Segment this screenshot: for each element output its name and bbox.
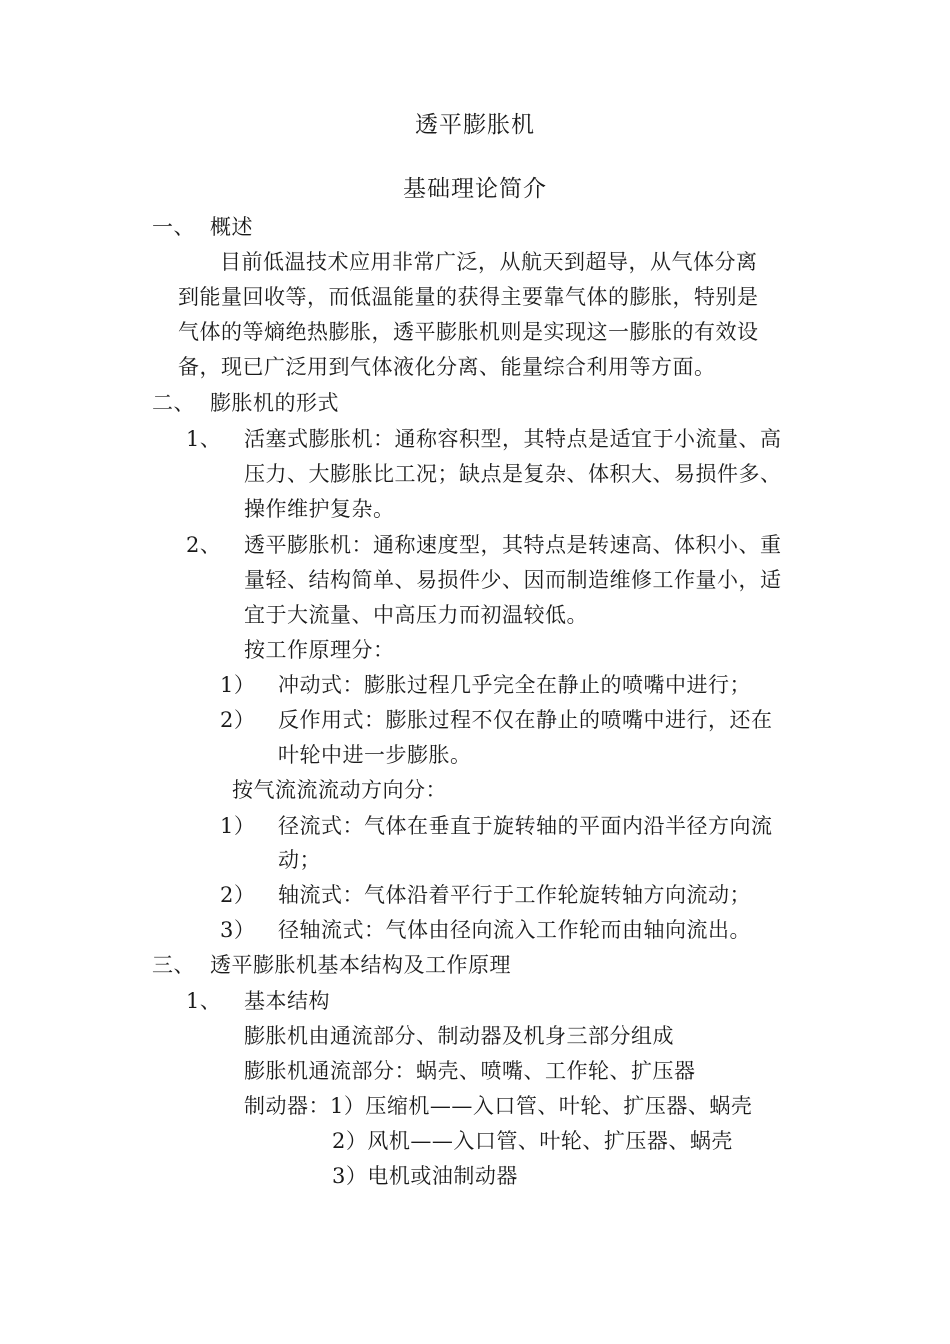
sublist-item-number: 2）	[220, 883, 256, 907]
sublist-item-line: 反作用式：膨胀过程不仅在静止的喷嘴中进行，还在	[278, 708, 773, 732]
list-item-line: 量轻、结构简单、易损件少、因而制造维修工作量小，适	[244, 568, 782, 592]
sublist-item-line: 冲动式：膨胀过程几乎完全在静止的喷嘴中进行；	[278, 673, 751, 697]
list-item-heading: 基本结构	[244, 989, 330, 1013]
sublist-item-number: 1）	[220, 814, 256, 838]
section-2-number: 二、	[152, 391, 195, 415]
doc-subtitle: 基础理论简介	[403, 176, 547, 202]
sublist-item-line: 径流式：气体在垂直于旋转轴的平面内沿半径方向流	[278, 814, 773, 838]
list-item-line: 2）风机——入口管、叶轮、扩压器、蜗壳	[332, 1129, 733, 1153]
section-1-number: 一、	[152, 215, 195, 239]
subheading-by-flow: 按气流流流动方向分：	[232, 778, 447, 802]
list-item-number: 2、	[186, 533, 222, 557]
sublist-item-number: 1）	[220, 673, 256, 697]
sublist-item-number: 3）	[220, 918, 256, 942]
section-1-paragraph-line: 到能量回收等，而低温能量的获得主要靠气体的膨胀，特别是	[178, 285, 759, 309]
subheading-by-principle: 按工作原理分：	[244, 638, 395, 662]
list-item-line: 3）电机或油制动器	[332, 1164, 518, 1188]
sublist-item-number: 2）	[220, 708, 256, 732]
list-item-line: 透平膨胀机：通称速度型，其特点是转速高、体积小、重	[244, 533, 782, 557]
section-1-heading: 概述	[210, 215, 253, 239]
list-item-line: 宜于大流量、中高压力而初温较低。	[244, 603, 588, 627]
section-3-number: 三、	[152, 953, 195, 977]
list-item-line: 制动器：1）压缩机——入口管、叶轮、扩压器、蜗壳	[244, 1094, 753, 1118]
section-1-paragraph-line: 目前低温技术应用非常广泛，从航天到超导，从气体分离	[220, 250, 758, 274]
list-item-line: 操作维护复杂。	[244, 497, 395, 521]
sublist-item-line: 动；	[278, 848, 321, 872]
sublist-item-line: 径轴流式：气体由径向流入工作轮而由轴向流出。	[278, 918, 751, 942]
doc-title: 透平膨胀机	[415, 112, 535, 138]
list-item-number: 1、	[186, 989, 222, 1013]
list-item-line: 膨胀机由通流部分、制动器及机身三部分组成	[244, 1024, 674, 1048]
list-item-number: 1、	[186, 427, 222, 451]
section-1-paragraph-line: 气体的等熵绝热膨胀，透平膨胀机则是实现这一膨胀的有效设	[178, 320, 759, 344]
section-1-paragraph-line: 备，现已广泛用到气体液化分离、能量综合利用等方面。	[178, 355, 716, 379]
list-item-line: 活塞式膨胀机：通称容积型，其特点是适宜于小流量、高	[244, 427, 782, 451]
sublist-item-line: 轴流式：气体沿着平行于工作轮旋转轴方向流动；	[278, 883, 751, 907]
sublist-item-line: 叶轮中进一步膨胀。	[278, 743, 472, 767]
section-3-heading: 透平膨胀机基本结构及工作原理	[210, 953, 511, 977]
section-2-heading: 膨胀机的形式	[210, 391, 339, 415]
list-item-line: 膨胀机通流部分：蜗壳、喷嘴、工作轮、扩压器	[244, 1059, 696, 1083]
list-item-line: 压力、大膨胀比工况；缺点是复杂、体积大、易损件多、	[244, 462, 782, 486]
